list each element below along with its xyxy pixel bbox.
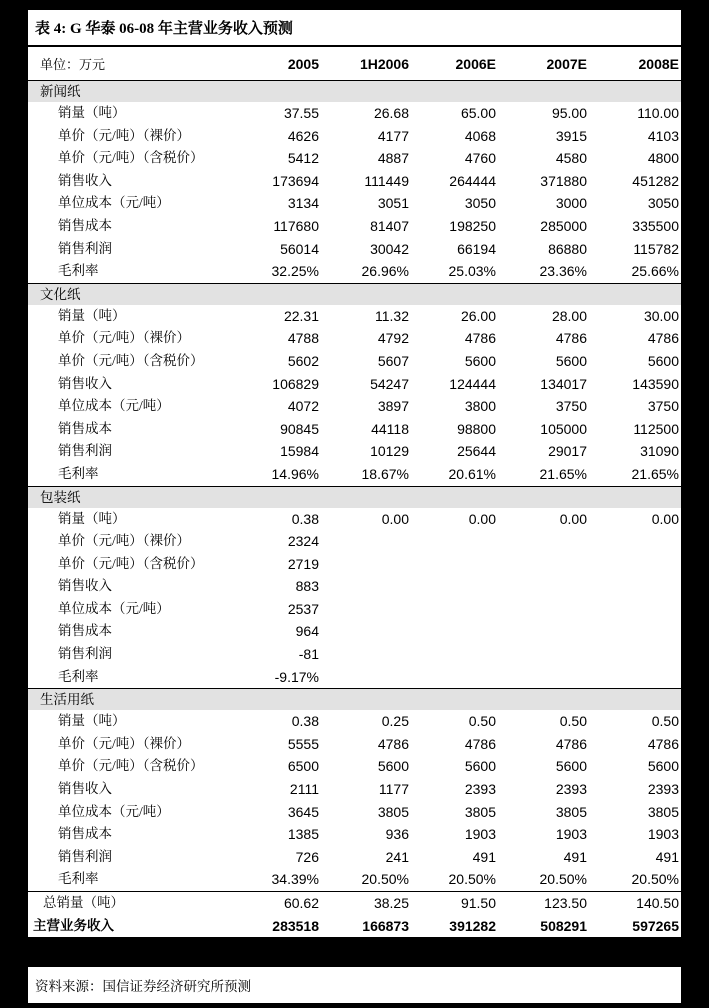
value-cell: 2393 [464,781,496,798]
value-cell: 5412 [287,150,319,167]
table-row [28,395,681,418]
value-cell: 2393 [647,781,679,798]
value-cell: 0.50 [559,713,587,730]
row-label: 销量（吨） [58,510,126,526]
value-cell: 90845 [280,420,319,437]
value-cell: 22.31 [283,307,319,324]
value-cell [411,575,498,598]
value-cell: 91.50 [460,895,496,911]
value-cell: 38.25 [373,895,409,911]
table-row [28,508,681,531]
value-cell [321,553,411,576]
value-cell: 123.50 [544,895,587,911]
table-row [28,170,681,193]
value-cell: 20.50% [631,871,679,888]
value-cell: 60.62 [283,895,319,911]
value-cell: 5600 [464,758,496,775]
section-header: 新闻纸 [28,80,681,102]
table-row [28,643,681,666]
row-label: 销售收入 [58,781,112,797]
value-cell: 56014 [280,240,319,257]
value-cell: 883 [295,578,319,595]
unit-label: 单位：万元 [40,57,106,72]
row-label: 销售利润 [58,848,112,864]
value-cell: 4103 [647,127,679,144]
value-cell [589,575,681,598]
value-cell: 86880 [548,240,587,257]
row-label: 毛利率 [58,871,99,887]
value-cell: 3645 [287,803,319,820]
value-cell [498,598,589,621]
value-cell: 21.65% [539,465,587,482]
value-cell: 5600 [647,758,679,775]
value-cell: 0.00 [559,510,587,527]
value-cell: 4072 [287,398,319,415]
value-cell: 15984 [280,443,319,460]
value-cell: 285000 [540,217,587,234]
row-label: 销售成本 [58,623,112,639]
row-label: 销售收入 [58,172,112,188]
row-label: 单位成本（元/吨） [58,600,170,616]
value-cell: 81407 [370,217,409,234]
value-cell: 20.61% [448,465,496,482]
value-cell: 5600 [555,758,587,775]
value-cell: 20.50% [448,871,496,888]
row-label: 毛利率 [58,263,99,279]
value-cell: 25.03% [448,263,496,280]
row-label: 销售利润 [58,646,112,662]
value-cell: 0.00 [468,510,496,527]
table-row [28,846,681,869]
value-cell [498,575,589,598]
value-cell: 4792 [377,330,409,347]
value-cell: 0.50 [468,713,496,730]
value-cell [498,620,589,643]
table-row [28,102,681,125]
value-cell: 5602 [287,352,319,369]
value-cell: 1177 [378,781,409,798]
value-cell: 31090 [640,443,679,460]
row-label: 销售成本 [58,217,112,233]
row-label: 销售收入 [58,578,112,594]
value-cell: 0.38 [291,510,319,527]
value-cell: 5600 [377,758,409,775]
value-cell: 65.00 [460,105,496,121]
value-cell: 964 [295,623,319,640]
value-cell: 5607 [377,352,409,369]
value-cell: 3134 [287,195,319,212]
value-cell [498,553,589,576]
total-row [28,892,681,915]
value-cell [321,666,411,689]
value-cell: 25644 [457,443,496,460]
value-cell: 1903 [647,826,679,843]
value-cell: 283518 [272,917,319,934]
table-row [28,553,681,576]
value-cell: 140.50 [636,895,679,911]
section-header: 生活用纸 [28,688,681,710]
value-cell: 4786 [555,330,587,347]
year-column-header: 2005 [287,55,319,72]
value-cell [321,620,411,643]
value-cell: 3750 [647,398,679,415]
value-cell: 3750 [555,398,587,415]
value-cell: 3805 [555,803,587,820]
value-cell: 20.50% [361,871,409,888]
table-row [28,598,681,621]
value-cell [411,643,498,666]
value-cell: 37.55 [283,105,319,121]
row-label: 毛利率 [58,668,99,684]
value-cell: 264444 [449,172,496,189]
value-cell: 3805 [377,803,409,820]
table-row [28,147,681,170]
value-cell [321,530,411,553]
table-title: 表 4: G 华泰 06-08 年主营业务收入预测 [28,10,681,47]
value-cell: 1385 [287,826,319,843]
value-cell: -9.17% [274,668,319,685]
row-label: 单价（元/吨）（裸价） [58,735,191,751]
value-cell: 5555 [287,735,319,752]
value-cell: 4760 [464,150,496,167]
value-cell: 335500 [632,217,679,234]
table-body [28,80,681,891]
value-cell: 95.00 [551,105,587,121]
table-row [28,575,681,598]
value-cell: 29017 [548,443,587,460]
value-cell: 4786 [555,735,587,752]
value-cell [411,666,498,689]
table-row [28,192,681,215]
table-row [28,710,681,733]
table-row [28,755,681,778]
value-cell [589,620,681,643]
value-cell [411,553,498,576]
table-row [28,868,681,891]
value-cell: 4068 [464,127,496,144]
value-cell: 3050 [647,195,679,212]
value-cell: 597265 [632,917,679,934]
value-cell [321,598,411,621]
row-label: 单价（元/吨）（含税价） [58,352,204,368]
table-row [28,440,681,463]
value-cell: 111449 [364,172,409,189]
row-label: 销售利润 [58,240,112,256]
value-cell: 20.50% [539,871,587,888]
value-cell: 2537 [287,600,319,617]
value-cell: 5600 [464,352,496,369]
value-cell: 4177 [377,127,409,144]
value-cell [589,553,681,576]
value-cell: 26.00 [460,307,496,324]
value-cell: 4800 [647,150,679,167]
value-cell: 391282 [449,917,496,934]
value-cell [589,598,681,621]
value-cell [498,643,589,666]
section-header: 文化纸 [28,283,681,305]
value-cell: 44118 [371,420,409,437]
report-table-panel [28,10,681,940]
table-row [28,666,681,689]
value-cell: 3800 [464,398,496,415]
value-cell: 3051 [377,195,409,212]
value-cell: 1903 [555,826,587,843]
value-cell: 115782 [633,240,679,257]
row-label: 毛利率 [58,465,99,481]
value-cell: 2111 [289,781,319,798]
row-label: 销售利润 [58,443,112,459]
value-cell: 4788 [287,330,319,347]
table-row [28,733,681,756]
value-cell: 491 [655,848,679,865]
row-label: 单价（元/吨）（含税价） [58,150,204,166]
value-cell: 106829 [272,375,319,392]
value-cell: 32.25% [271,263,319,280]
row-label: 销量（吨） [58,105,126,120]
value-cell [498,530,589,553]
table-row [28,463,681,486]
value-cell: 4786 [647,735,679,752]
value-cell: 30042 [370,240,409,257]
row-label: 单价（元/吨）（裸价） [58,127,191,143]
value-cell [589,666,681,689]
table-totals [28,891,681,937]
value-cell: 98800 [457,420,496,437]
value-cell: 18.67% [361,465,409,482]
value-cell: 143590 [632,375,679,392]
value-cell: 10129 [370,443,409,460]
row-label: 销售收入 [58,375,112,391]
value-cell [411,598,498,621]
value-cell [411,620,498,643]
table-row [28,778,681,801]
value-cell: 0.00 [651,510,679,527]
section-header: 包装纸 [28,486,681,508]
value-cell [321,575,411,598]
value-cell: 3805 [647,803,679,820]
value-cell: 241 [385,848,409,865]
value-cell: 491 [563,848,587,865]
table-row [28,350,681,373]
value-cell: 3050 [464,195,496,212]
row-label: 单价（元/吨）（裸价） [58,533,191,549]
table-row [28,327,681,350]
value-cell: 4786 [647,330,679,347]
row-label: 单价（元/吨）（裸价） [58,330,191,346]
value-cell: 4626 [287,127,319,144]
table-row [28,238,681,261]
value-cell: 3897 [377,398,409,415]
value-cell: 166873 [362,917,409,934]
value-cell: 112500 [633,420,679,437]
value-cell: 451282 [632,172,679,189]
value-cell: 34.39% [271,871,319,888]
value-cell: 4887 [377,150,409,167]
value-cell: 6500 [287,758,319,775]
value-cell: 0.38 [291,713,319,730]
value-cell: 134017 [540,375,587,392]
year-column-header: 2006E [455,55,496,72]
table-row [28,823,681,846]
value-cell: 28.00 [551,307,587,324]
value-cell: 26.68 [373,105,409,121]
table-row [28,260,681,283]
value-cell: 4786 [464,735,496,752]
table-row [28,305,681,328]
value-cell [321,643,411,666]
year-column-header: 1H2006 [359,55,409,72]
value-cell: 4786 [464,330,496,347]
value-cell: 3915 [555,127,587,144]
value-cell: 5600 [555,352,587,369]
row-label: 单位成本（元/吨） [58,398,170,414]
value-cell: 0.00 [381,510,409,527]
row-label: 单位成本（元/吨） [58,195,170,211]
value-cell: 491 [472,848,496,865]
value-cell: 5600 [647,352,679,369]
table-row [28,620,681,643]
value-cell: 371880 [540,172,587,189]
table-row [28,125,681,148]
value-cell: 54247 [370,375,409,392]
value-cell [589,643,681,666]
value-cell [589,530,681,553]
value-cell: 21.65% [631,465,679,482]
row-label: 销售成本 [58,826,112,842]
value-cell: -81 [298,646,319,663]
value-cell: 30.00 [643,307,679,324]
value-cell: 2324 [287,533,319,550]
value-cell: 124444 [449,375,496,392]
table-header-row [28,47,681,80]
row-label: 销量（吨） [58,713,126,729]
value-cell: 726 [295,848,319,865]
row-label: 单位成本（元/吨） [58,803,170,819]
value-cell: 173694 [272,172,319,189]
row-label: 销量（吨） [58,307,126,323]
row-label: 单价（元/吨）（含税价） [58,555,204,571]
year-column-header: 2008E [638,55,679,72]
value-cell: 2719 [287,555,319,572]
value-cell: 66194 [457,240,496,257]
value-cell: 4580 [555,150,587,167]
row-label: 主营业务收入 [33,917,114,933]
table-row [28,801,681,824]
value-cell: 117680 [273,217,319,234]
value-cell: 0.25 [381,713,409,730]
value-cell: 936 [385,826,409,843]
value-cell: 3000 [555,195,587,212]
row-label: 总销量（吨） [43,895,124,910]
row-label: 销售成本 [58,420,112,436]
row-label: 单价（元/吨）（含税价） [58,758,204,774]
table-row [28,530,681,553]
value-cell: 26.96% [361,263,409,280]
value-cell: 14.96% [271,465,319,482]
value-cell: 4786 [377,735,409,752]
value-cell: 11.32 [375,307,409,324]
table-row [28,373,681,396]
grand-total-row [28,915,681,938]
value-cell: 198250 [449,217,496,234]
value-cell: 2393 [555,781,587,798]
table-row [28,418,681,441]
source-note: 资料来源：国信证券经济研究所预测 [28,967,681,1003]
year-column-header: 2007E [546,55,587,72]
value-cell: 25.66% [631,263,679,280]
value-cell [411,530,498,553]
value-cell: 508291 [540,917,587,934]
value-cell: 3805 [464,803,496,820]
value-cell: 1903 [464,826,496,843]
value-cell: 23.36% [539,263,587,280]
value-cell: 0.50 [651,713,679,730]
value-cell: 110.00 [637,105,679,121]
table-row [28,215,681,238]
value-cell [498,666,589,689]
value-cell: 105000 [540,420,587,437]
